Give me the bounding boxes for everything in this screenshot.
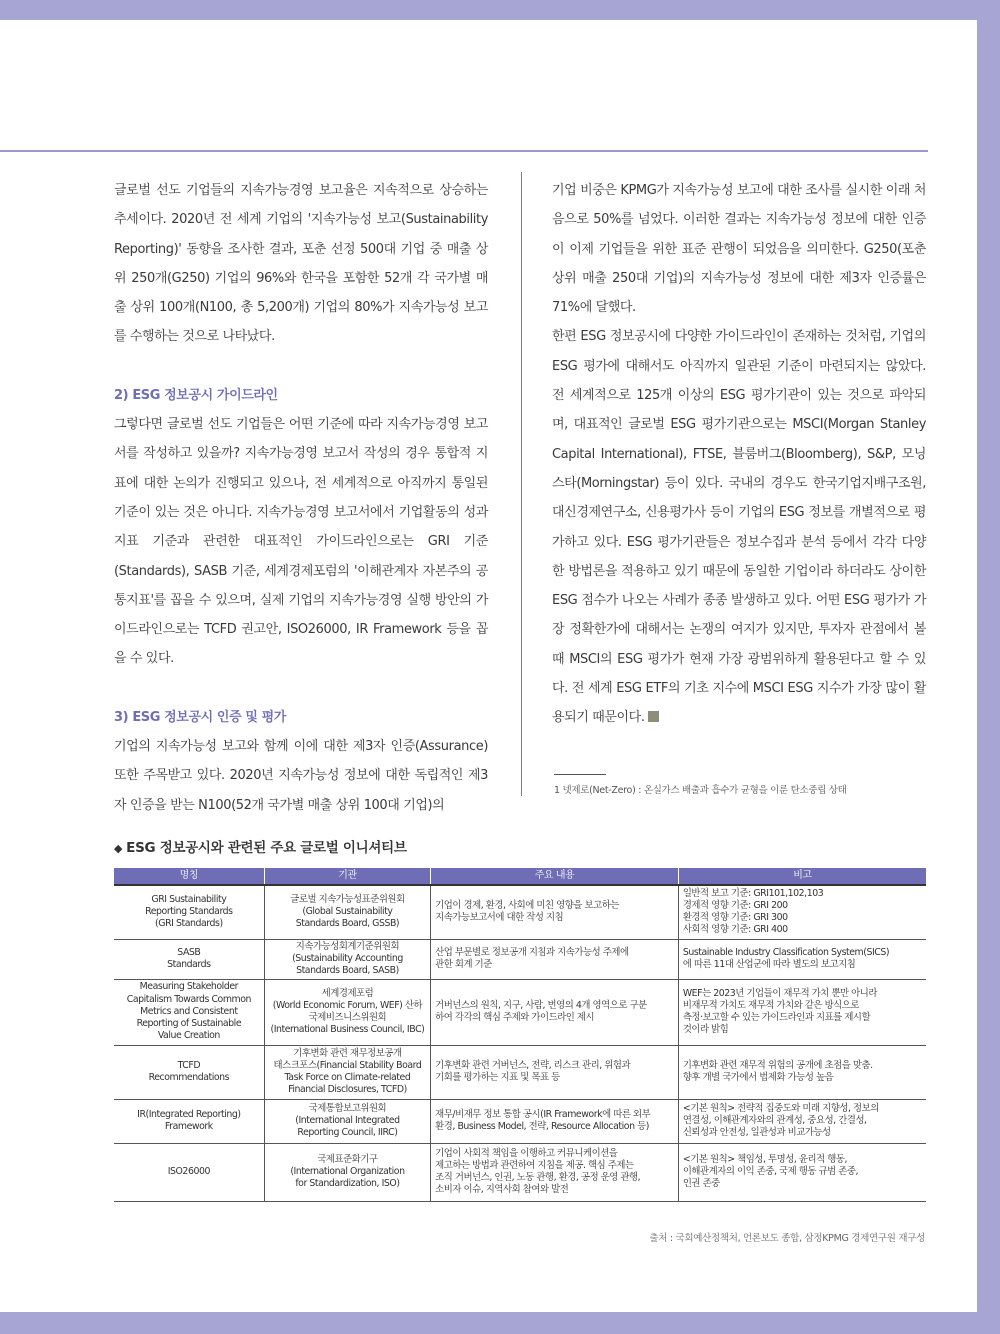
- cell-line: 글로벌 지속가능성표준위원회: [290, 893, 405, 905]
- table-row: [114, 939, 926, 979]
- initiatives-table: [114, 868, 926, 1202]
- cell-line: 환경적 영향 기준: GRI 300: [682, 912, 788, 924]
- cell-line: 향후 개별 국가에서 법제화 가능성 높음: [682, 1072, 834, 1083]
- end-mark-icon: [648, 711, 659, 722]
- header-name: 명칭: [114, 868, 264, 885]
- cell-line: (GRI Standards): [155, 918, 223, 930]
- cell-line: Value Creation: [157, 1030, 220, 1042]
- cell-line: for Standardization, ISO): [295, 1178, 400, 1190]
- header-content: 주요 내용: [431, 868, 679, 885]
- cell-line: Metrics and Consistent: [140, 1005, 238, 1017]
- cell-note: [678, 1143, 926, 1201]
- cell-line: 산업 부문별로 정보공개 지침과 지속가능성 주제에: [435, 946, 629, 958]
- cell-line: 국제통합보고위원회: [308, 1102, 387, 1114]
- cell-note: [678, 885, 926, 939]
- cell-line: IR(Integrated Reporting): [137, 1108, 241, 1120]
- cell-note: [678, 979, 926, 1045]
- cell-line: 태스크포스(Financial Stability Board: [273, 1059, 422, 1071]
- cell-line: 지속가능보고서에 대한 작성 지침: [435, 912, 564, 924]
- cell-name: [114, 1143, 264, 1201]
- cell-content: [431, 1045, 679, 1099]
- header-divider: [0, 150, 928, 152]
- cell-name: [114, 1045, 264, 1099]
- cell-line: 이해관계자의 이익 존중, 국제 행동 규범 존중,: [682, 1165, 858, 1177]
- cell-line: 기업이 경제, 환경, 사회에 미친 영향을 보고하는: [435, 900, 619, 912]
- table-row: [114, 885, 926, 939]
- cell-name: [114, 1099, 264, 1143]
- left-paragraph-2: 그렇다면 글로벌 선도 기업들은 어떤 기준에 따라 지속가능경영 보고서를 작성하고 있을까? 지속가능경영 보고서 작성의 경우 통합적 지표에 대한 논의가 진행되고 있으나, 전 세계적으로 아직까지 통일된 기준이 있는 것은 아니다. 지속가능경영 보고서에서 기업활동의 성과지표 기준과 관련한 대표적인 가이드라인으로는 GRI 기준(Standards), SASB 기준, 세계경제포럼의 '이해관계자 자본주의 공통지표'를 꼽을 수 있으며, 실제 기업의 지속가능경영 실행 방안의 가이드라인으로는 TCFD 권고안, ISO26000, IR Framework 등을 꼽을 수 있다.: [114, 417, 488, 667]
- cell-line: 측정·보고할 수 있는 가이드라인과 지표를 제시할: [682, 1012, 871, 1023]
- cell-line: (World Economic Forum, WEF) 산하: [272, 999, 423, 1011]
- cell-line: Capitalism Towards Common: [126, 993, 251, 1005]
- cell-line: 비재무적 가치도 재무적 가치와 같은 방식으로: [682, 999, 859, 1011]
- cell-line: 조직 거버넌스, 인권, 노동 관행, 환경, 공정 운영 관행,: [435, 1172, 641, 1183]
- table-row: [114, 1045, 926, 1099]
- cell-line: 신뢰성과 안전성, 일관성과 비교가능성: [682, 1127, 831, 1139]
- diamond-bullet-icon: ◆: [114, 842, 123, 855]
- cell-org: [264, 1143, 430, 1201]
- cell-line: 제고하는 방법과 관련하여 지침을 제공. 핵심 주제는: [435, 1159, 634, 1171]
- table-row: [114, 979, 926, 1045]
- cell-content: [431, 939, 679, 979]
- cell-note: [678, 1045, 926, 1099]
- cell-line: (International Organization: [290, 1165, 405, 1177]
- table-header-row: [114, 868, 926, 885]
- header-org: 기관: [264, 868, 430, 885]
- cell-line: 경제적 영향 기준: GRI 200: [682, 900, 788, 912]
- cell-org: [264, 885, 430, 939]
- header-note: 비고: [678, 868, 926, 885]
- cell-line: Task Force on Climate-related: [284, 1072, 411, 1083]
- footnote: 1 넷제로(Net-Zero) : 온실가스 배출과 흡수가 균형을 이룬 탄소중립 상태: [554, 785, 847, 796]
- cell-content: [431, 885, 679, 939]
- cell-line: 기회를 평가하는 지표 및 목표 등: [435, 1072, 560, 1083]
- cell-name: [114, 939, 264, 979]
- cell-line: (Sustainability Accounting: [292, 952, 403, 964]
- cell-line: 세계경제포럼: [321, 987, 374, 999]
- cell-line: Reporting of Sustainable: [136, 1018, 242, 1030]
- cell-line: 국제비즈니스위원회: [308, 1012, 387, 1023]
- cell-line: Standards: [167, 959, 211, 970]
- footnote-rule: [554, 774, 606, 775]
- cell-line: 기후변화 관련 재무적 위험의 공개에 초점을 맞춤.: [682, 1059, 873, 1071]
- cell-content: [431, 1143, 679, 1201]
- cell-line: (International Integrated: [295, 1114, 400, 1126]
- cell-line: SASB: [177, 946, 201, 958]
- cell-line: 하여 각각의 핵심 주제와 가이드라인 제시: [435, 1012, 595, 1023]
- cell-line: Measuring Stakeholder: [139, 981, 239, 993]
- left-paragraph-1: 글로벌 선도 기업들의 지속가능경영 보고율은 지속적으로 상승하는 추세이다. 2020년 전 세계 기업의 '지속가능성 보고(Sustainability Reporting)' 동향을 조사한 결과, 포춘 선정 500대 기업 중 매출 상위 250개(G250) 기업의 96%와 한국을 포함한 52개 각 국가별 매출 상위 100개(N100, 총 5,200개) 기업의 80%가 지속가능성 보고를 수행하는 것으로 나타났다.: [114, 183, 488, 345]
- cell-note: [678, 1099, 926, 1143]
- cell-name: [114, 885, 264, 939]
- cell-line: (Global Sustainability: [302, 906, 393, 918]
- cell-line: Sustainable Industry Classification System(SICS): [682, 946, 890, 958]
- right-paragraph-1: 기업 비중은 KPMG가 지속가능성 보고에 대한 조사를 실시한 이래 처음으로 50%를 넘었다. 이러한 결과는 지속가능성 정보에 대한 인증이 이제 기업들을 위한 표준 관행이 되었음을 의미한다. G250(포춘 상위 매출 250대 기업)의 지속가능성 정보에 대한 제3자 인증률은 71%에 달했다.: [552, 183, 926, 316]
- table-title-text: ESG 정보공시와 관련된 주요 글로벌 이니셔티브: [126, 840, 407, 856]
- cell-line: 것이라 밝힘: [682, 1024, 729, 1036]
- cell-line: 인권 존중: [682, 1178, 720, 1190]
- cell-line: <기본 원칙> 책임성, 투명성, 윤리적 행동,: [682, 1153, 847, 1165]
- cell-line: Financial Disclosures, TCFD): [288, 1084, 407, 1096]
- cell-line: 지속가능성회계기준위원회: [295, 940, 400, 952]
- right-column: [552, 176, 926, 733]
- cell-line: GRI Sustainability: [151, 893, 227, 905]
- cell-line: Standards Board, GSSB): [295, 918, 400, 930]
- cell-content: [431, 979, 679, 1045]
- cell-line: 재무/비재무 정보 통합 공시(IR Framework에 따른 외부: [435, 1108, 651, 1120]
- cell-line: 환경, Business Model, 전략, Resource Allocation 등): [435, 1121, 649, 1132]
- cell-line: 기후변화 관련 거버넌스, 전략, 리스크 관리, 위험과: [435, 1059, 631, 1071]
- right-paragraph-2-wrap: [552, 322, 926, 732]
- cell-line: Reporting Standards: [145, 906, 233, 918]
- table-row: [114, 1143, 926, 1201]
- table-row: [114, 1099, 926, 1143]
- section-heading-3: 3) ESG 정보공시 인증 및 평가: [114, 709, 286, 725]
- left-paragraph-3: 기업의 지속가능성 보고와 함께 이에 대한 제3자 인증(Assurance) 또한 주목받고 있다. 2020년 지속가능성 정보에 대한 독립적인 제3자 인증을 받는 N100(52개 국가별 매출 상위 100대 기업)의: [114, 739, 488, 813]
- cell-line: Reporting Council, IIRC): [297, 1127, 398, 1139]
- cell-line: 일반적 보고 기준: GRI101,102,103: [682, 887, 824, 899]
- table-title: [114, 836, 407, 856]
- cell-line: 거버넌스의 원칙, 지구, 사람, 번영의 4개 영역으로 구분: [435, 999, 647, 1011]
- cell-line: Recommendations: [148, 1072, 230, 1083]
- column-divider: [521, 172, 522, 796]
- cell-org: [264, 939, 430, 979]
- cell-line: 관한 회계 기준: [435, 959, 492, 970]
- cell-line: 에 따른 11대 산업군에 따라 별도의 보고지침: [682, 959, 856, 970]
- cell-line: 연결성, 이해관계자와의 관계성, 중요성, 간결성,: [682, 1114, 867, 1126]
- cell-line: 기업이 사회적 책임을 이행하고 커뮤니케이션을: [435, 1147, 618, 1159]
- left-column: [114, 176, 488, 820]
- cell-org: [264, 1099, 430, 1143]
- cell-line: 소비자 이슈, 지역사회 참여와 발전: [435, 1184, 569, 1196]
- cell-line: TCFD: [177, 1059, 201, 1071]
- right-paragraph-2: 한편 ESG 정보공시에 다양한 가이드라인이 존재하는 것처럼, 기업의 ESG 평가에 대해서도 아직까지 일관된 기준이 마련되지는 않았다. 전 세계적으로 125개 이상의 ESG 평가기관이 있는 것으로 파악되며, 대표적인 글로벌 ESG 평가기관으로는 MSCI(Morgan Stanley Capital International), FTSE, 블룸버그(Bloomberg), S&P, 모닝스타(Morningstar) 등이 있다. 국내의 경우도 한국기업지배구조원, 대신경제연구소, 신용평가사 등이 기업의 ESG 정보를 개별적으로 평가하고 있다. ESG 평가기관들은 정보수집과 분석 등에서 각각 다양한 방법론을 적용하고 있기 때문에 동일한 기업이라 하더라도 상이한 ESG 점수가 나오는 사례가 종종 발생하고 있다. 어떤 ESG 평가가 가장 정확한가에 대해서는 논쟁의 여지가 있지만, 투자자 관점에서 볼 때 MSCI의 ESG 평가가 현재 가장 광범위하게 활용된다고 할 수 있다. 전 세계 ESG ETF의 기초 지수에 MSCI ESG 지수가 가장 많이 활용되기 때문이다.: [552, 329, 926, 726]
- cell-line: Standards Board, SASB): [296, 965, 399, 977]
- cell-line: 사회적 영향 기준: GRI 400: [682, 924, 788, 936]
- cell-org: [264, 979, 430, 1045]
- cell-line: 기후변화 관련 재무정보공개: [293, 1047, 402, 1059]
- cell-note: [678, 939, 926, 979]
- cell-line: Framework: [164, 1121, 213, 1132]
- cell-line: (International Business Council, IBC): [270, 1024, 425, 1036]
- cell-line: <기본 원칙> 전략적 집중도와 미래 지향성, 정보의: [682, 1102, 879, 1114]
- cell-name: [114, 979, 264, 1045]
- cell-line: 국제표준화기구: [317, 1153, 378, 1165]
- section-heading-2: 2) ESG 정보공시 가이드라인: [114, 387, 278, 403]
- cell-org: [264, 1045, 430, 1099]
- cell-line: ISO26000: [167, 1165, 211, 1177]
- cell-content: [431, 1099, 679, 1143]
- cell-line: WEF는 2023년 기업들이 재무적 가치 뿐만 아니라: [682, 987, 878, 999]
- table-source: 출처 : 국회예산정책처, 언론보도 종합, 삼정KPMG 경제연구원 재구성: [649, 1233, 925, 1244]
